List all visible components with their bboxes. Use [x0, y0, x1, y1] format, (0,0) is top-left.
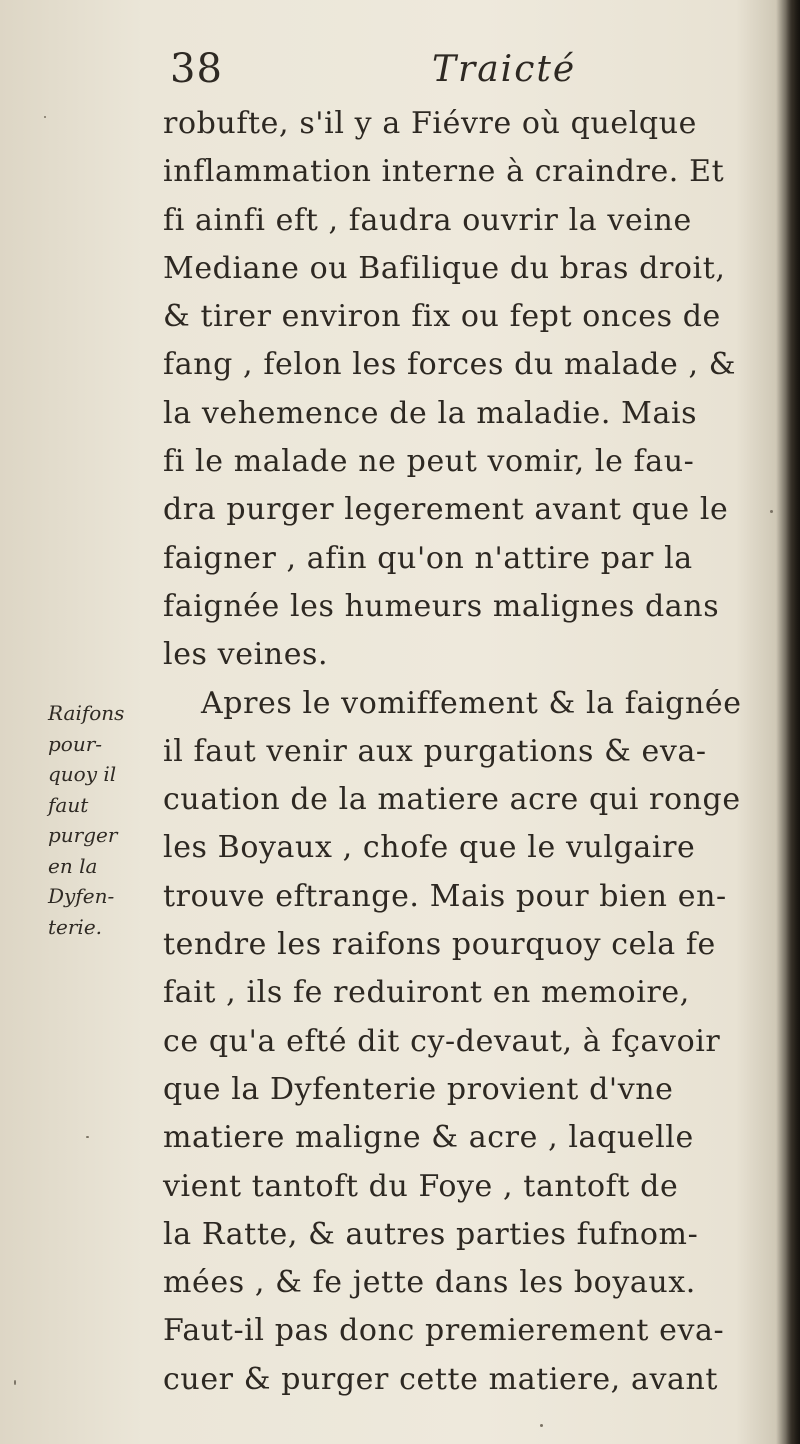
text-line: vient tantoft du Foye , tantoft de: [163, 1168, 679, 1204]
page-header: [170, 42, 730, 102]
body-text: [163, 100, 773, 1404]
text-line: dra purger legerement avant que le: [163, 492, 729, 528]
paper-speck: [14, 1380, 16, 1385]
margin-note-line: terie.: [48, 914, 103, 939]
text-line: la vehemence de la maladie. Mais: [163, 395, 698, 431]
paper-speck: [770, 510, 773, 513]
text-line: tendre les raifons pourquoy cela fe: [163, 927, 716, 963]
page-number: 38: [170, 46, 223, 92]
text-line: les Boyaux , chofe que le vulgaire: [163, 830, 696, 866]
paper-speck: [86, 1136, 89, 1138]
margin-note: [48, 698, 148, 942]
text-line: il faut venir aux purgations & eva-: [163, 733, 707, 769]
text-line: la Ratte, & autres parties fufnom-: [163, 1216, 699, 1252]
text-line: & tirer environ fix ou fept onces de: [163, 299, 721, 335]
text-line: fi ainfi eft , faudra ouvrir la veine: [163, 202, 692, 238]
margin-note-line: faut: [48, 792, 89, 817]
running-title: Traicté: [432, 49, 577, 90]
text-line: fang , felon les forces du malade , &: [163, 347, 737, 383]
margin-note-line: Raifons: [48, 701, 125, 725]
text-line: inflammation interne à craindre. Et: [163, 154, 725, 190]
margin-note-line: pour-: [48, 731, 103, 756]
text-line: que la Dyfenterie provient d'vne: [163, 1071, 674, 1107]
text-line: cuer & purger cette matiere, avant: [163, 1361, 719, 1397]
text-line: trouve eftrange. Mais pour bien en-: [163, 878, 727, 914]
text-line: mées , & fe jette dans les boyaux.: [163, 1265, 696, 1301]
margin-note-line: purger: [48, 823, 118, 847]
margin-note-line: en la: [48, 853, 98, 878]
paragraph-start-line: Apres le vomiffement & la faignée: [201, 685, 742, 721]
paper-speck: [44, 116, 46, 118]
text-line: robufte, s'il y a Fiévre où quelque: [163, 106, 698, 141]
text-line: fi le malade ne peut vomir, le fau-: [163, 444, 695, 480]
page-edge-shadow: [786, 0, 800, 1444]
text-line: Mediane ou Bafilique du bras droit,: [163, 250, 726, 286]
text-line: ce qu'a efté dit cy-devaut, à fçavoir: [163, 1023, 721, 1059]
margin-note-line: Dyfen-: [48, 884, 115, 908]
text-line: fait , ils fe reduiront en memoire,: [163, 975, 690, 1011]
text-line: matiere maligne & acre , laquelle: [163, 1120, 694, 1156]
text-line: les veines.: [163, 637, 329, 673]
text-line: Faut-il pas donc premierement eva-: [163, 1313, 725, 1349]
text-line: faigner , afin qu'on n'attire par la: [163, 540, 693, 576]
text-line: cuation de la matiere acre qui ronge: [163, 782, 741, 818]
margin-note-line: quoy il: [48, 762, 117, 786]
paper-speck: [540, 1424, 543, 1427]
text-line: faignée les humeurs malignes dans: [163, 588, 720, 624]
